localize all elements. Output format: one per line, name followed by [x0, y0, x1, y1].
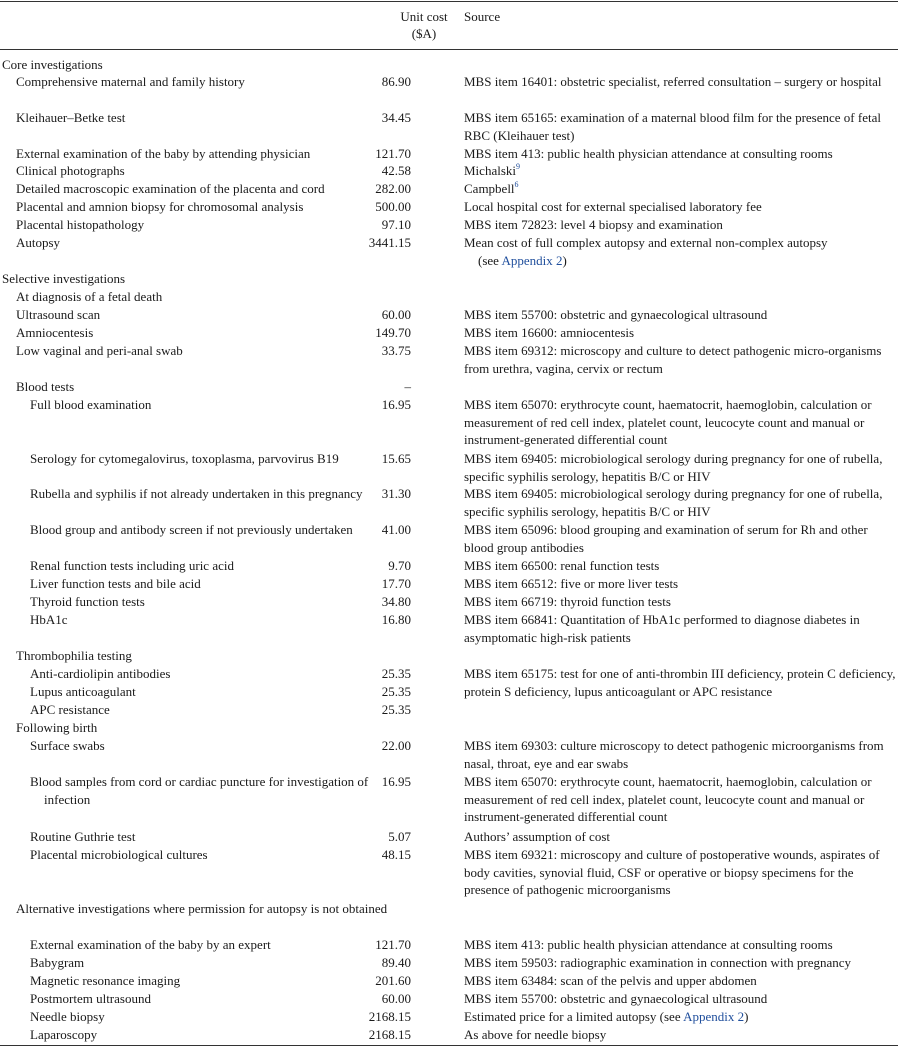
unit-cost: 500.00	[375, 199, 411, 214]
header-unit-cost-label: Unit cost	[400, 9, 448, 24]
item-label: Blood group and antibody screen if not previously undertaken	[30, 522, 353, 537]
source-text	[464, 342, 896, 377]
source-text	[464, 1026, 896, 1044]
source-text	[464, 773, 896, 826]
source-text	[464, 557, 896, 575]
section-heading: At diagnosis of a fetal death	[16, 289, 163, 304]
source-main: MBS item 69405: microbiological serology during pregnancy for one of rubella, specific syphilis serology, hepatitis B/C or HIV	[464, 486, 883, 519]
source-main: Michalski	[464, 163, 516, 178]
source-main: MBS item 16600: amniocentesis	[464, 325, 635, 340]
source-main: Authors’ assumption of cost	[464, 829, 610, 844]
source-text	[464, 180, 896, 198]
table-top-rule	[0, 1, 898, 2]
item-label: Full blood examination	[30, 397, 152, 412]
item-label: APC resistance	[30, 702, 110, 717]
source-text	[464, 145, 896, 163]
item-label: Serology for cytomegalovirus, toxoplasma, parvovirus B19	[30, 451, 339, 466]
unit-cost: 42.58	[381, 163, 411, 178]
source-main: MBS item 63484: scan of the pelvis and upper abdomen	[464, 973, 757, 988]
unit-cost: 16.95	[381, 774, 411, 789]
source-main: MBS item 413: public health physician attendance at consulting rooms	[464, 937, 833, 952]
unit-cost: 201.60	[375, 973, 411, 988]
section-heading: Core investigations	[2, 57, 103, 72]
item-label: Comprehensive maternal and family history	[16, 74, 245, 89]
header-unit-cost-currency: ($A)	[411, 26, 437, 41]
unit-cost: 86.90	[381, 74, 411, 89]
source-text	[464, 324, 896, 342]
unit-cost: 34.45	[381, 110, 411, 125]
source-main: MBS item 65175: test for one of anti-thrombin III deficiency, protein C deficiency, protein S deficiency, lupus anticoagulant or APC resistance	[464, 666, 896, 699]
unit-cost: 60.00	[381, 991, 411, 1006]
source-text	[464, 450, 896, 485]
item-label: Rubella and syphilis if not already undertaken in this pregnancy	[30, 486, 363, 501]
source-text	[464, 936, 896, 954]
item-label: Amniocentesis	[16, 325, 94, 340]
source-main: MBS item 72823: level 4 biopsy and examination	[464, 217, 723, 232]
unit-cost: 34.80	[381, 594, 411, 609]
appendix-link[interactable]: Appendix 2	[683, 1009, 745, 1024]
unit-cost: 282.00	[375, 181, 411, 196]
source-main: MBS item 55700: obstetric and gynaecological ultrasound	[464, 991, 768, 1006]
unit-cost: 60.00	[381, 307, 411, 322]
header-source: Source	[464, 9, 501, 24]
unit-cost: 41.00	[381, 522, 411, 537]
item-label: HbA1c	[30, 612, 68, 627]
item-label: Routine Guthrie test	[30, 829, 136, 844]
item-label: Anti-cardiolipin antibodies	[30, 666, 171, 681]
unit-cost: 25.35	[381, 684, 411, 699]
source-main: MBS item 55700: obstetric and gynaecological ultrasound	[464, 307, 768, 322]
source-text	[464, 485, 896, 520]
item-label: Low vaginal and peri-anal swab	[16, 343, 183, 358]
unit-cost: 89.40	[381, 955, 411, 970]
source-main: MBS item 66512: five or more liver tests	[464, 576, 679, 591]
item-label: Postmortem ultrasound	[30, 991, 151, 1006]
unit-cost: 5.07	[388, 829, 411, 844]
section-heading: Alternative investigations where permission for autopsy is not obtained	[16, 901, 388, 916]
item-label: Placental and amnion biopsy for chromosomal analysis	[16, 199, 304, 214]
source-suffix: )	[744, 1009, 749, 1024]
source-main: Mean cost of full complex autopsy and external non-complex autopsy	[464, 235, 828, 250]
item-label: External examination of the baby by attending physician	[16, 146, 311, 161]
source-main: As above for needle biopsy	[464, 1027, 607, 1042]
source-text	[464, 665, 896, 700]
item-label: Clinical photographs	[16, 163, 125, 178]
source-text	[464, 737, 896, 772]
item-label: Laparoscopy	[30, 1027, 98, 1042]
unit-cost: 2168.15	[368, 1027, 411, 1042]
section-heading: Thrombophilia testing	[16, 648, 132, 663]
source-main: Estimated price for a limited autopsy (see	[464, 1009, 684, 1024]
item-label: Renal function tests including uric acid	[30, 558, 234, 573]
source-suffix: )	[562, 252, 567, 268]
appendix-link[interactable]: Appendix 2	[501, 252, 563, 268]
source-text	[464, 162, 896, 180]
source-text	[464, 828, 896, 846]
item-label: Detailed macroscopic examination of the placenta and cord	[16, 181, 325, 196]
source-main: MBS item 69405: microbiological serology during pregnancy for one of rubella, specific syphilis serology, hepatitis B/C or HIV	[464, 451, 883, 484]
source-main: MBS item 66841: Quantitation of HbA1c performed to diagnose diabetes in asymptomatic high-risk patients	[464, 612, 860, 645]
source-main: MBS item 16401: obstetric specialist, referred consultation – surgery or hospital	[464, 74, 882, 89]
source-text	[464, 234, 896, 269]
source-main: MBS item 69303: culture microscopy to detect pathogenic microorganisms from nasal, throat, eye and ear swabs	[464, 738, 884, 771]
unit-cost: 149.70	[375, 325, 411, 340]
source-text	[464, 216, 896, 234]
unit-cost: 48.15	[381, 847, 411, 862]
item-label: Lupus anticoagulant	[30, 684, 136, 699]
item-label: Blood tests	[16, 379, 75, 394]
source-text	[464, 396, 896, 449]
item-label: Needle biopsy	[30, 1009, 105, 1024]
source-text	[464, 1008, 896, 1026]
source-text	[464, 972, 896, 990]
item-label: Blood samples from cord or cardiac puncture for investigation of infection	[30, 774, 369, 807]
unit-cost: 25.35	[381, 666, 411, 681]
unit-cost: 25.35	[381, 702, 411, 717]
source-main: MBS item 69312: microscopy and culture to detect pathogenic micro-organisms from urethra, vagina, cervix or rectum	[464, 343, 882, 376]
source-main: MBS item 65165: examination of a maternal blood film for the presence of fetal RBC (Kleihauer test)	[464, 110, 881, 143]
item-label: Kleihauer–Betke test	[16, 110, 126, 125]
unit-cost: 16.95	[381, 397, 411, 412]
source-main: MBS item 66719: thyroid function tests	[464, 594, 671, 609]
unit-cost: 2168.15	[368, 1009, 411, 1024]
source-text	[464, 593, 896, 611]
item-label: Thyroid function tests	[30, 594, 145, 609]
unit-cost: 31.30	[381, 486, 411, 501]
unit-cost: 97.10	[381, 217, 411, 232]
header-unit-cost	[394, 8, 454, 42]
unit-cost: 3441.15	[368, 235, 411, 250]
source-main: Campbell	[464, 181, 515, 196]
source-text	[464, 846, 896, 899]
source-text	[464, 306, 896, 324]
unit-cost: 9.70	[388, 558, 411, 573]
item-label: Liver function tests and bile acid	[30, 576, 201, 591]
unit-cost: –	[404, 379, 411, 394]
section-heading: Following birth	[16, 720, 98, 735]
item-label: External examination of the baby by an expert	[30, 937, 271, 952]
item-label: Babygram	[30, 955, 85, 970]
item-label: Placental histopathology	[16, 217, 145, 232]
item-label: Surface swabs	[30, 738, 105, 753]
unit-cost: 121.70	[375, 146, 411, 161]
source-main: MBS item 65096: blood grouping and examination of serum for Rh and other blood group antibodies	[464, 522, 868, 555]
item-label: Ultrasound scan	[16, 307, 101, 322]
unit-cost: 16.80	[381, 612, 411, 627]
unit-cost: 15.65	[381, 451, 411, 466]
item-label: Placental microbiological cultures	[30, 847, 208, 862]
reference-link[interactable]: 9	[516, 161, 520, 171]
source-text	[464, 954, 896, 972]
source-text	[464, 990, 896, 1008]
unit-cost: 121.70	[375, 937, 411, 952]
source-main: MBS item 413: public health physician attendance at consulting rooms	[464, 146, 833, 161]
unit-cost: 17.70	[381, 576, 411, 591]
unit-cost: 33.75	[381, 343, 411, 358]
reference-link[interactable]: 6	[514, 179, 519, 189]
header-bottom-rule	[0, 49, 898, 50]
source-text	[464, 611, 896, 646]
section-heading: Selective investigations	[2, 271, 126, 286]
source-main: MBS item 65070: erythrocyte count, haematocrit, haemoglobin, calculation or measurement of red cell index, platelet count, leucocyte count and manual or instrument-generated differential count	[464, 774, 872, 825]
source-main: MBS item 59503: radiographic examination in connection with pregnancy	[464, 955, 852, 970]
source-prefix: (see	[478, 252, 502, 268]
source-main: Local hospital cost for external specialised laboratory fee	[464, 199, 762, 214]
item-label: Magnetic resonance imaging	[30, 973, 181, 988]
source-text	[464, 73, 896, 91]
source-main: MBS item 66500: renal function tests	[464, 558, 660, 573]
source-main: MBS item 69321: microscopy and culture of postoperative wounds, aspirates of body cavities, synovial fluid, CSF or operative or biopsy specimens for the presence of pathogenic microorganisms	[464, 847, 880, 898]
unit-cost: 22.00	[381, 738, 411, 753]
source-text	[464, 575, 896, 593]
source-text	[464, 109, 896, 144]
item-label: Autopsy	[16, 235, 61, 250]
source-main: MBS item 65070: erythrocyte count, haematocrit, haemoglobin, calculation or measurement of red cell index, platelet count, leucocyte count and manual or instrument-generated differential count	[464, 397, 872, 448]
table-bottom-rule	[0, 1045, 898, 1046]
source-text	[464, 521, 896, 556]
source-text	[464, 198, 896, 216]
